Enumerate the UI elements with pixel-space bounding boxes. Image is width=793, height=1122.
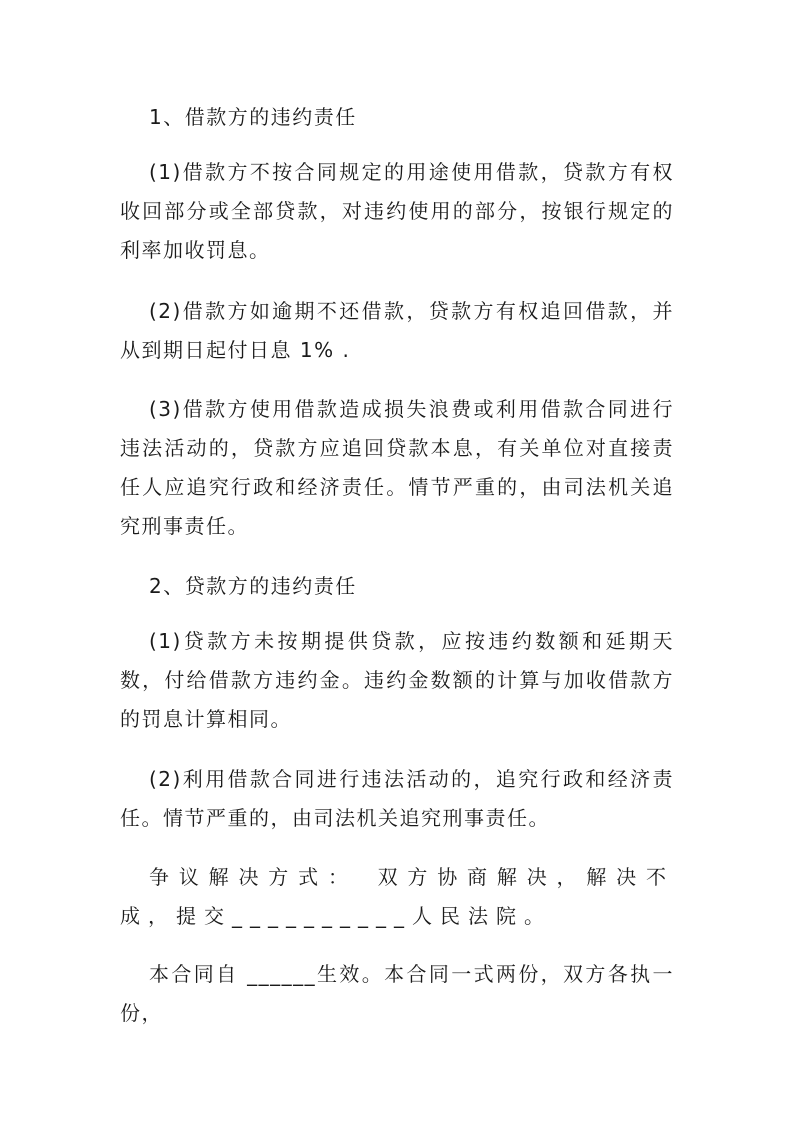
clause-lender-late-loan: (1)贷款方未按期提供贷款，应按违约数额和延期天数，付给借款方违约金。违约金数额的计算与加收借款方的罚息计算相同。	[120, 629, 674, 731]
clause-borrower-illegal-use: (3)借款方使用借款造成损失浪费或利用借款合同进行违法活动的，贷款方应追回贷款本息，有关单位对直接责任人应追究行政和经济责任。情节严重的，由司法机关追究刑事责任。	[120, 397, 674, 538]
section-heading-borrower-liability: 1、借款方的违约责任	[149, 105, 357, 129]
clause-borrower-misuse: (1)借款方不按合同规定的用途使用借款，贷款方有权收回部分或全部贷款，对违约使用的部分，按银行规定的利率加收罚息。	[120, 160, 674, 262]
section-heading-lender-liability: 2、贷款方的违约责任	[149, 574, 357, 598]
dispute-resolution: 争议解决方式： 双方协商解决，解决不成，提交__________人民法院。	[120, 865, 674, 928]
clause-borrower-overdue: (2)借款方如逾期不还借款，贷款方有权追回借款，并从到期日起付日息 1% .	[120, 299, 674, 362]
effective-date-clause: 本合同自 ______生效。本合同一式两份，双方各执一份，	[120, 962, 674, 1025]
clause-illegal-activity: (2)利用借款合同进行违法活动的，追究行政和经济责任。情节严重的，由司法机关追究刑事责任。	[120, 767, 674, 830]
